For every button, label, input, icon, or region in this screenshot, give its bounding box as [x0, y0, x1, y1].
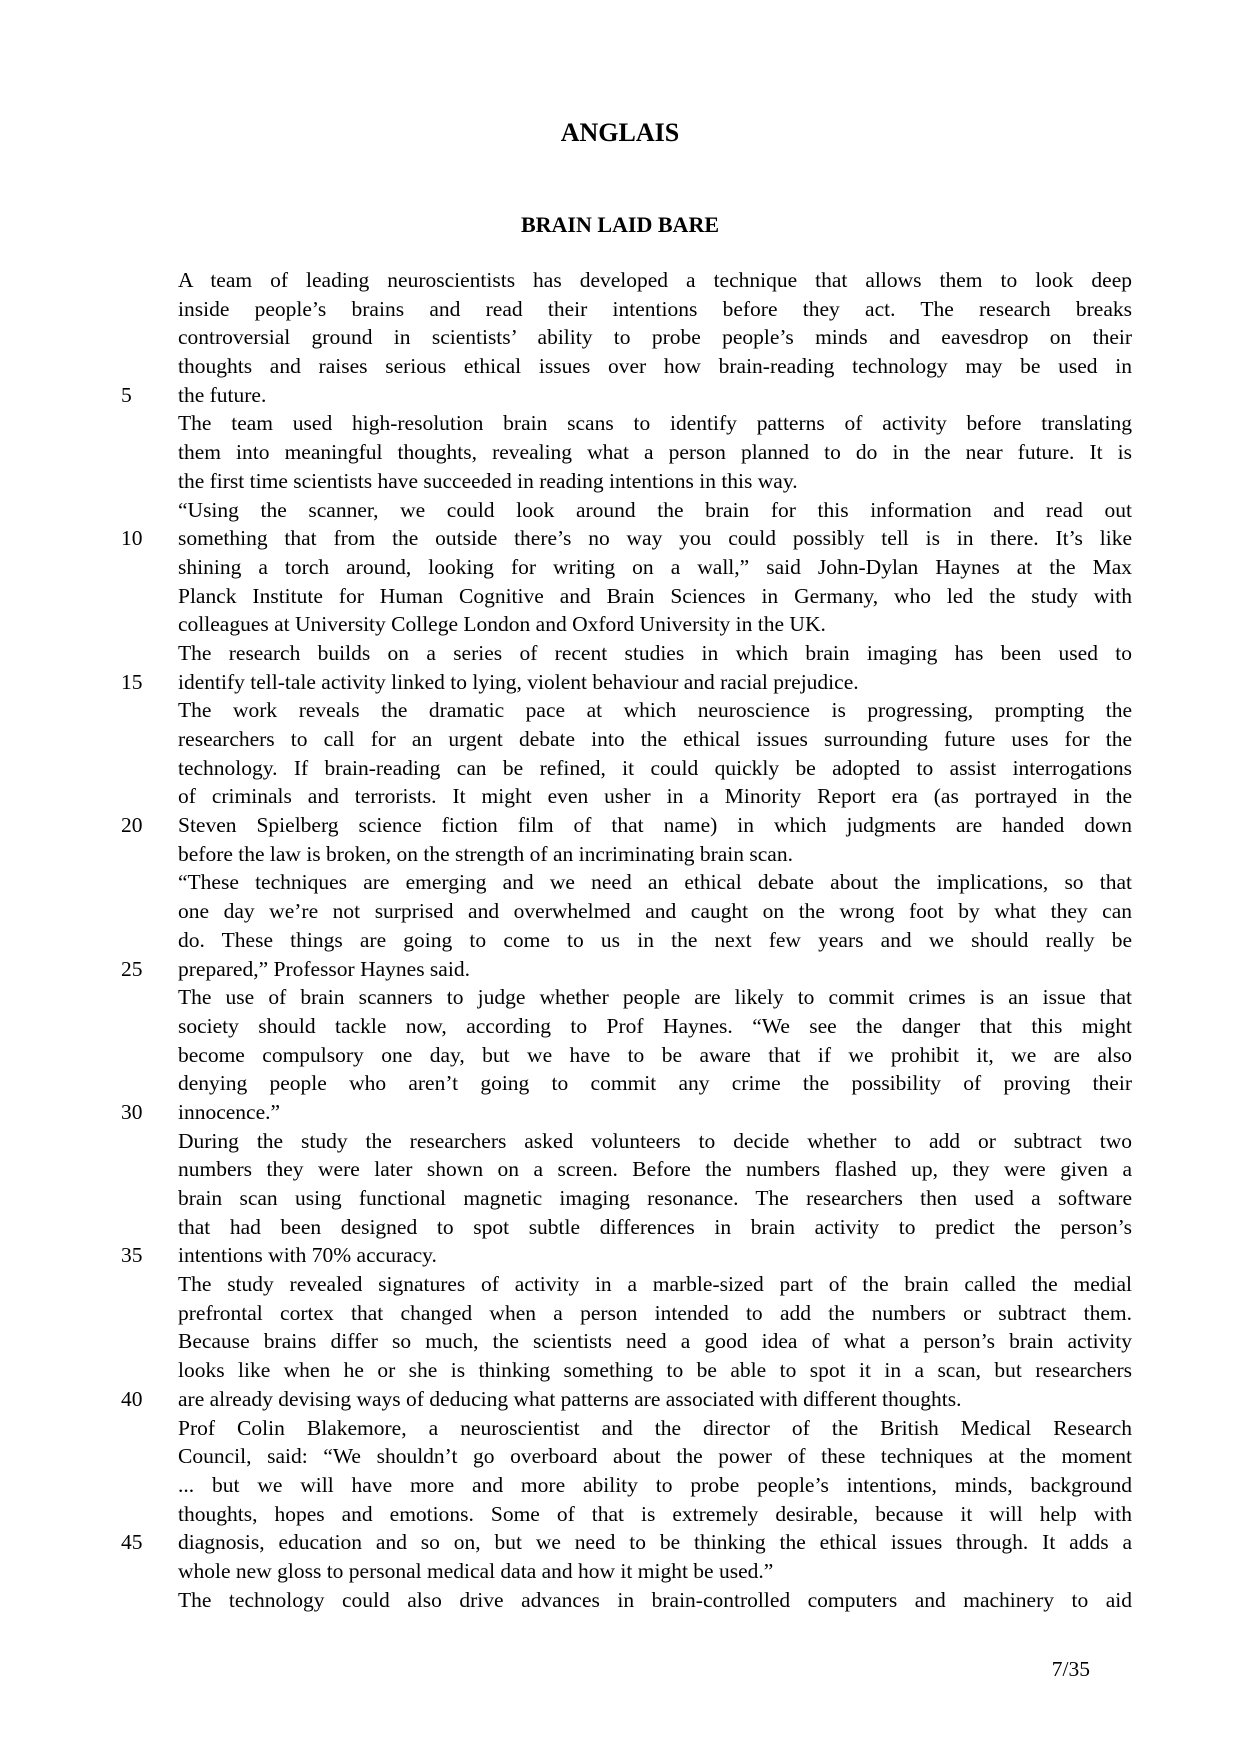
- line-text: Steven Spielberg science fiction film of that name) in which judgments are handed down: [178, 813, 1132, 838]
- line-text: the first time scientists have succeeded in reading intentions in this way.: [178, 468, 798, 493]
- text-line: [178, 1327, 1132, 1356]
- text-line: [178, 1184, 1132, 1213]
- line-text: technology. If brain-reading can be refined, it could quickly be adopted to assist interrogations: [178, 755, 1132, 780]
- line-text: before the law is broken, on the strength of an incriminating brain scan.: [178, 841, 793, 866]
- line-text: prefrontal cortex that changed when a person intended to add the numbers or subtract them.: [178, 1300, 1132, 1325]
- text-line: [121, 668, 1132, 697]
- text-line: [178, 1586, 1132, 1615]
- line-text: “These techniques are emerging and we need an ethical debate about the implications, so that: [178, 870, 1132, 895]
- text-line: [178, 840, 1132, 869]
- line-text: intentions with 70% accuracy.: [178, 1243, 437, 1268]
- page-number: 7/35: [1051, 1657, 1090, 1681]
- line-text: numbers they were later shown on a screen. Before the numbers flashed up, they were given a: [178, 1157, 1132, 1182]
- text-line: [178, 1041, 1132, 1070]
- text-line: [178, 553, 1132, 582]
- line-text: thoughts and raises serious ethical issues over how brain-reading technology may be used in: [178, 354, 1132, 379]
- line-text: A team of leading neuroscientists has developed a technique that allows them to look deep: [178, 268, 1132, 292]
- line-text: “Using the scanner, we could look around the brain for this information and read out: [178, 497, 1132, 522]
- text-line: [178, 438, 1132, 467]
- text-line: [178, 1557, 1132, 1586]
- text-line: [178, 639, 1132, 668]
- line-text: do. These things are going to come to us in the next few years and we should really be: [178, 927, 1132, 952]
- text-line: [178, 1356, 1132, 1385]
- text-line: [178, 868, 1132, 897]
- text-line: [121, 1241, 1132, 1270]
- text-line: [178, 352, 1132, 381]
- text-line: [178, 897, 1132, 926]
- text-line: [178, 696, 1132, 725]
- line-number: 45: [121, 1530, 143, 1555]
- text-line: [178, 1414, 1132, 1443]
- text-line: [178, 496, 1132, 525]
- line-text: The use of brain scanners to judge whether people are likely to commit crimes is an issue that: [178, 985, 1132, 1010]
- text-line: [178, 754, 1132, 783]
- line-number: 20: [121, 813, 143, 838]
- text-line: [178, 1127, 1132, 1156]
- text-line: [178, 1299, 1132, 1328]
- line-text: The work reveals the dramatic pace at which neuroscience is progressing, prompting the: [178, 698, 1132, 723]
- line-text: become compulsory one day, but we have to be aware that if we prohibit it, we are also: [178, 1042, 1132, 1067]
- line-text: controversial ground in scientists’ ability to probe people’s minds and eavesdrop on their: [178, 325, 1132, 350]
- text-line: [178, 1213, 1132, 1242]
- line-text: are already devising ways of deducing what patterns are associated with different thoughts.: [178, 1386, 962, 1411]
- line-text: colleagues at University College London and Oxford University in the UK.: [178, 612, 826, 637]
- line-text: something that from the outside there’s no way you could possibly tell is in there. It’s like: [178, 526, 1132, 551]
- line-text: The team used high-resolution brain scans to identify patterns of activity before translating: [178, 411, 1132, 436]
- text-line: [121, 1528, 1132, 1557]
- line-text: inside people’s brains and read their intentions before they act. The research breaks: [178, 296, 1132, 321]
- text-line: [178, 323, 1132, 352]
- text-line: [178, 295, 1132, 324]
- text-line: [178, 266, 1132, 295]
- article-body: [121, 266, 1132, 1614]
- text-line: [178, 725, 1132, 754]
- line-text: of criminals and terrorists. It might even usher in a Minority Report era (as portrayed in the: [178, 784, 1132, 809]
- text-line: [121, 955, 1132, 984]
- text-line: [178, 1471, 1132, 1500]
- text-line: [178, 467, 1132, 496]
- line-text: Because brains differ so much, the scientists need a good idea of what a person’s brain activity: [178, 1329, 1132, 1354]
- line-text: denying people who aren’t going to commit any crime the possibility of proving their: [178, 1071, 1132, 1096]
- text-line: [178, 782, 1132, 811]
- line-text: The research builds on a series of recent studies in which brain imaging has been used to: [178, 640, 1132, 665]
- line-number: 40: [121, 1386, 143, 1411]
- line-text: one day we’re not surprised and overwhelmed and caught on the wrong foot by what they can: [178, 899, 1132, 924]
- line-number: 25: [121, 956, 143, 981]
- text-line: [178, 983, 1132, 1012]
- text-line: [178, 1270, 1132, 1299]
- line-text: thoughts, hopes and emotions. Some of that is extremely desirable, because it will help with: [178, 1501, 1132, 1526]
- line-text: diagnosis, education and so on, but we need to be thinking the ethical issues through. It adds a: [178, 1530, 1132, 1555]
- line-text: innocence.”: [178, 1099, 281, 1124]
- text-line: [178, 409, 1132, 438]
- line-number: 35: [121, 1243, 143, 1268]
- line-text: prepared,” Professor Haynes said.: [178, 956, 470, 981]
- line-text: them into meaningful thoughts, revealing what a person planned to do in the near future. It is: [178, 440, 1132, 465]
- text-line: [178, 1442, 1132, 1471]
- line-number: 10: [121, 526, 143, 551]
- line-text: Prof Colin Blakemore, a neuroscientist and the director of the British Medical Research: [178, 1415, 1132, 1440]
- line-text: looks like when he or she is thinking something to be able to spot it in a scan, but researchers: [178, 1358, 1132, 1383]
- line-text: identify tell-tale activity linked to lying, violent behaviour and racial prejudice.: [178, 669, 859, 694]
- text-line: [178, 1012, 1132, 1041]
- line-text: ... but we will have more and more ability to probe people’s intentions, minds, background: [178, 1472, 1132, 1497]
- line-text: The study revealed signatures of activity in a marble-sized part of the brain called the medial: [178, 1272, 1132, 1297]
- line-number: 15: [121, 669, 143, 694]
- text-line: [178, 610, 1132, 639]
- text-line: [178, 582, 1132, 611]
- line-text: brain scan using functional magnetic imaging resonance. The researchers then used a software: [178, 1186, 1132, 1210]
- line-text: society should tackle now, according to Prof Haynes. “We see the danger that this might: [178, 1013, 1132, 1038]
- line-number: 5: [121, 382, 132, 407]
- line-text: the future.: [178, 382, 267, 407]
- line-number: 30: [121, 1099, 143, 1124]
- text-line: [178, 926, 1132, 955]
- article-title: BRAIN LAID BARE: [520, 212, 720, 237]
- line-text: The technology could also drive advances in brain-controlled computers and machinery to aid: [178, 1587, 1132, 1612]
- line-text: During the study the researchers asked volunteers to decide whether to add or subtract two: [178, 1128, 1132, 1153]
- text-line: [178, 1155, 1132, 1184]
- line-text: shining a torch around, looking for writing on a wall,” said John-Dylan Haynes at the Max: [178, 554, 1132, 579]
- text-line: [121, 811, 1132, 840]
- line-text: Planck Institute for Human Cognitive and Brain Sciences in Germany, who led the study with: [178, 583, 1132, 608]
- line-text: Council, said: “We shouldn’t go overboard about the power of these techniques at the moment: [178, 1444, 1132, 1469]
- text-line: [121, 381, 1132, 410]
- document-heading: ANGLAIS: [560, 118, 680, 147]
- line-text: whole new gloss to personal medical data and how it might be used.”: [178, 1558, 774, 1583]
- text-line: [178, 1069, 1132, 1098]
- line-text: researchers to call for an urgent debate into the ethical issues surrounding future uses for the: [178, 727, 1132, 751]
- text-line: [121, 1385, 1132, 1414]
- text-line: [178, 1500, 1132, 1529]
- text-line: [121, 524, 1132, 553]
- text-line: [121, 1098, 1132, 1127]
- line-text: that had been designed to spot subtle differences in brain activity to predict the person’s: [178, 1214, 1132, 1239]
